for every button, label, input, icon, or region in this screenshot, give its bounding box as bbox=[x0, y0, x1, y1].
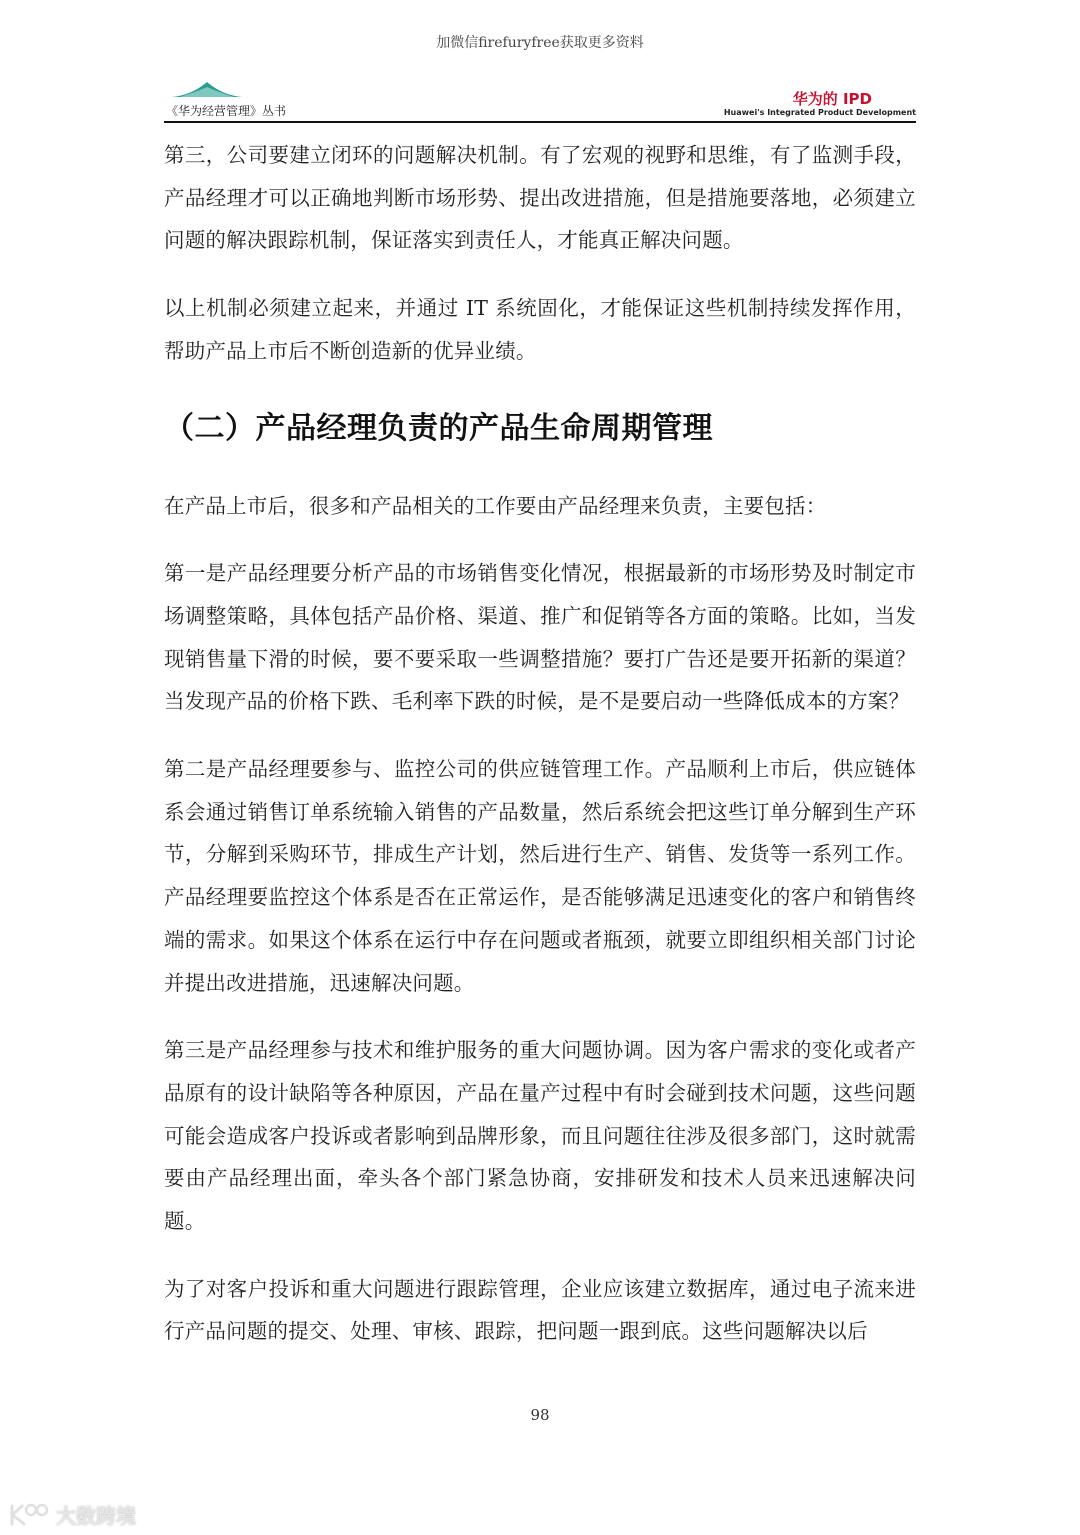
page-header bbox=[164, 78, 916, 122]
paragraph: 第二是产品经理要参与、监控公司的供应链管理工作。产品顺利上市后，供应链体系会通过销售订单系统输入销售的产品数量，然后系统会把这些订单分解到生产环节，分解到采购环节，排成生产计划，然后进行生产、销售、发货等一系列工作。产品经理要监控这个体系是否在正常运作，是否能够满足迅速变化的客户和销售终端的需求。如果这个体系在运行中存在问题或者瓶颈，就要立即组织相关部门讨论并提出改进措施，迅速解决问题。 bbox=[164, 757, 916, 995]
k100-logo-icon bbox=[8, 1502, 50, 1528]
section-heading: （二）产品经理负责的产品生命周期管理 bbox=[164, 410, 713, 446]
top-note: 加微信firefuryfree获取更多资料 bbox=[436, 35, 644, 51]
page-content bbox=[164, 134, 916, 1353]
paragraph: 以上机制必须建立起来，并通过 IT 系统固化，才能保证这些机制持续发挥作用，帮助产品上市后不断创造新的优异业绩。 bbox=[164, 296, 916, 363]
watermark-text: 大数跨境 bbox=[56, 1504, 136, 1528]
brand-subtitle: Huawei's Integrated Product Development bbox=[723, 108, 916, 117]
page-number: 98 bbox=[530, 1406, 550, 1424]
paragraph: 在产品上市后，很多和产品相关的工作要由产品经理来负责，主要包括： bbox=[164, 493, 827, 518]
mountain-logo-icon bbox=[172, 80, 242, 98]
brand-title: 华为的 IPD bbox=[792, 90, 872, 108]
paragraph: 第一是产品经理要分析产品的市场销售变化情况，根据最新的市场形势及时制定市场调整策略，具体包括产品价格、渠道、推广和促销等各方面的策略。比如，当发现销售量下滑的时候，要不要采取一些调整措施？要打广告还是要开拓新的渠道？当发现产品的价格下跌、毛利率下跌的时候，是不是要启动一些降低成本的方案？ bbox=[164, 561, 916, 714]
paragraph: 第三是产品经理参与技术和维护服务的重大问题协调。因为客户需求的变化或者产品原有的设计缺陷等各种原因，产品在量产过程中有时会碰到技术问题，这些问题可能会造成客户投诉或者影响到品牌形象，而且问题往往涉及很多部门，这时就需要由产品经理出面，牵头各个部门紧急协商，安排研发和技术人员来迅速解决问题。 bbox=[164, 1038, 916, 1234]
watermark bbox=[8, 1500, 136, 1529]
paragraph: 为了对客户投诉和重大问题进行跟踪管理，企业应该建立数据库，通过电子流来进行产品问题的提交、处理、审核、跟踪，把问题一跟到底。这些问题解决以后 bbox=[164, 1276, 916, 1344]
header-divider bbox=[164, 121, 916, 123]
paragraph: 第三，公司要建立闭环的问题解决机制。有了宏观的视野和思维，有了监测手段，产品经理才可以正确地判断市场形势、提出改进措施，但是措施要落地，必须建立问题的解决跟踪机制，保证落实到责任人，才能真正解决问题。 bbox=[164, 143, 916, 253]
series-title: 《华为经营管理》丛书 bbox=[166, 104, 287, 118]
